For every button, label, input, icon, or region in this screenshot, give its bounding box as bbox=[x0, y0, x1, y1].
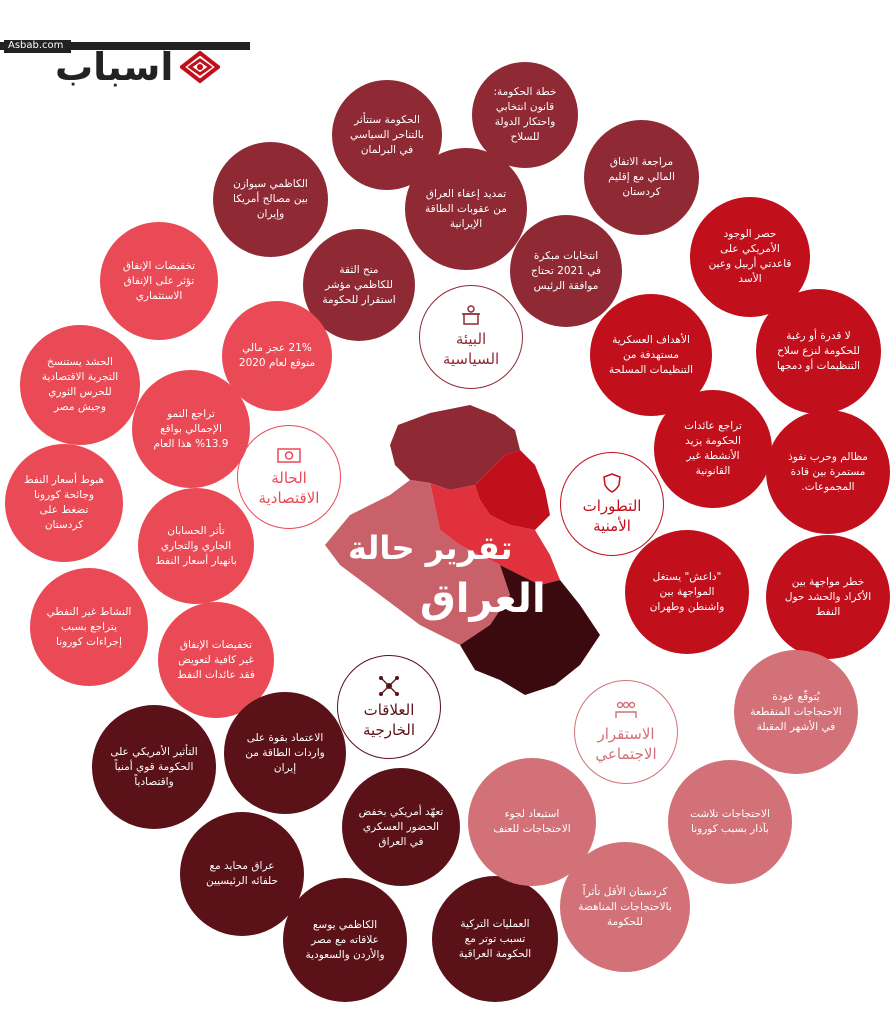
economic-point-5[interactable]: هبوط أسعار النفط وجائحة كورونا تضغط على كردستان bbox=[5, 444, 123, 562]
economic-point-1[interactable]: تخفيضات الإنفاق تؤثر على الإنفاق الاستثماري bbox=[100, 222, 218, 340]
security-point-3[interactable]: الأهداف العسكرية مستهدفة من التنظيمات المسلحة bbox=[590, 294, 712, 416]
hub-security-line2: الأمنية bbox=[593, 517, 631, 535]
political-point-1[interactable]: خطة الحكومة: قانون انتخابي واحتكار الدولة للسلاح bbox=[472, 62, 578, 168]
money-icon bbox=[276, 446, 302, 466]
hub-social-line1: الاستقرار bbox=[597, 725, 655, 743]
social-point-3[interactable]: استبعاد لجوء الاحتجاجات للعنف bbox=[468, 758, 596, 886]
network-icon bbox=[377, 674, 401, 698]
social-point-4[interactable]: كردستان الأقل تأثراً بالاحتجاجات المناهضة للحكومة bbox=[560, 842, 690, 972]
hub-social-line2: الاجتماعي bbox=[595, 745, 657, 763]
economic-point-7[interactable]: النشاط غير النفطي يتراجع بسبب إجراءات كورونا bbox=[30, 568, 148, 686]
hub-security-line1: التطورات bbox=[582, 497, 642, 515]
political-point-5[interactable]: تمديد إعفاء العراق من عقوبات الطاقة الإيرانية bbox=[405, 148, 527, 270]
podium-icon bbox=[460, 305, 482, 327]
hub-security[interactable] bbox=[560, 452, 664, 556]
foreign-point-4[interactable]: عراق محايد مع حلفائه الرئيسيين bbox=[180, 812, 304, 936]
people-icon bbox=[614, 700, 638, 722]
site-url[interactable]: Asbab.com bbox=[4, 40, 71, 53]
eye-logo-icon bbox=[180, 50, 220, 84]
logo[interactable] bbox=[55, 45, 220, 90]
hub-economic-line1: الحالة bbox=[271, 469, 307, 487]
hub-foreign-line2: الخارجية bbox=[362, 721, 416, 739]
hub-political-line1: البيئة bbox=[455, 330, 487, 348]
hub-political[interactable] bbox=[419, 285, 523, 389]
foreign-point-3[interactable]: تعهّد أمريكي بخفض الحضور العسكري في العراق bbox=[342, 768, 460, 886]
security-point-5[interactable]: مظالم وحرب نفوذ مستمرة بين قادة المجموعات. bbox=[766, 410, 890, 534]
economic-point-2[interactable]: 21% عجز مالي متوقع لعام 2020 bbox=[222, 301, 332, 411]
foreign-point-5[interactable]: الكاظمي يوسع علاقاته مع مصر والأردن والسعودية bbox=[283, 878, 407, 1002]
report-title-line2: العراق bbox=[420, 576, 546, 622]
security-point-1[interactable]: حصر الوجود الأمريكي على قاعدتي أربيل وعين الأسد bbox=[690, 197, 810, 317]
hub-foreign[interactable] bbox=[337, 655, 441, 759]
political-point-4[interactable]: الكاظمي سيوازن بين مصالح أمريكا وإيران bbox=[213, 142, 328, 257]
hub-political-line2: السياسية bbox=[442, 350, 500, 368]
political-point-2[interactable]: الحكومة ستتأثر بالتناحر السياسي في البرلمان bbox=[332, 80, 442, 190]
security-point-6[interactable]: "داعش" يستغل المواجهة بين واشنطن وطهران bbox=[625, 530, 749, 654]
social-point-1[interactable]: يُتوقّع عودة الاحتجاجات المنقطعة في الأشهر المقبلة bbox=[734, 650, 858, 774]
foreign-point-6[interactable]: العمليات التركية تسبب توتر مع الحكومة العراقية bbox=[432, 876, 558, 1002]
shield-icon bbox=[601, 472, 623, 494]
report-title-line1: تقرير حالة bbox=[348, 529, 513, 567]
logo-text: أسباب bbox=[55, 45, 174, 89]
hub-foreign-line1: العلاقات bbox=[363, 701, 415, 719]
hub-economic[interactable] bbox=[237, 425, 341, 529]
hub-economic-line2: الاقتصادية bbox=[258, 489, 320, 507]
foreign-point-2[interactable]: التأثير الأمريكي على الحكومة قوي أمنياً واقتصادياً bbox=[92, 705, 216, 829]
hub-social[interactable] bbox=[574, 680, 678, 784]
security-point-7[interactable]: خطر مواجهة بين الأكراد والحشد حول النفط bbox=[766, 535, 890, 659]
social-point-2[interactable]: الاحتجاجات تلاشت بآذار بسبب كورونا bbox=[668, 760, 792, 884]
foreign-point-1[interactable]: الاعتماد بقوة على واردات الطاقة من إيران bbox=[224, 692, 346, 814]
political-point-3[interactable]: مراجعة الاتفاق المالي مع إقليم كردستان bbox=[584, 120, 699, 235]
political-point-6[interactable]: انتخابات مبكرة في 2021 تحتاج موافقة الرئيس bbox=[510, 215, 622, 327]
political-point-7[interactable]: منح الثقة للكاظمي مؤشر استقرار للحكومة bbox=[303, 229, 415, 341]
economic-point-6[interactable]: تأثر الحسابان الجاري والتجاري بانهيار أسعار النفط bbox=[138, 488, 254, 604]
economic-point-8[interactable]: تخفيضات الإنفاق غير كافية لتعويض فقد عائدات النفط bbox=[158, 602, 274, 718]
security-point-4[interactable]: تراجع عائدات الحكومة يزيد الأنشطة غير القانونية bbox=[654, 390, 772, 508]
economic-point-3[interactable]: الحشد يستنسخ التجربة الاقتصادية للحرس الثوري وجيش مصر bbox=[20, 325, 140, 445]
economic-point-4[interactable]: تراجع النمو الإجمالي بواقع 13.9% هذا العام bbox=[132, 370, 250, 488]
security-point-2[interactable]: لا قدرة أو رغبة للحكومة لنزع سلاح التنظيمات أو دمجها bbox=[756, 289, 881, 414]
